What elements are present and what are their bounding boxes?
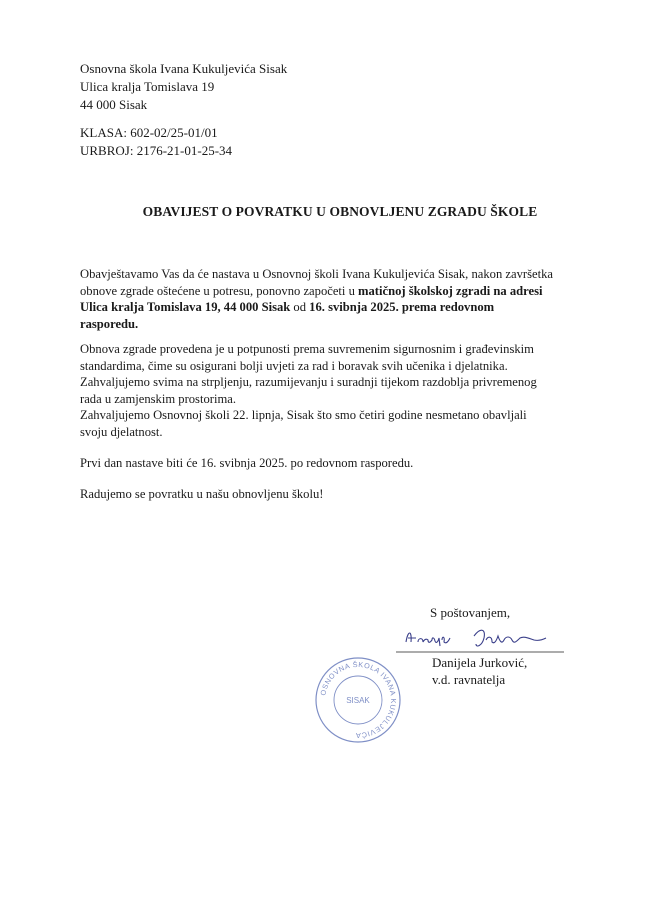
signatory [432, 654, 527, 688]
paragraph2-line1: Obnova zgrade provedena je u potpunosti prema suvremenim sigurnosnim i građevinskim [80, 342, 534, 356]
urbroj-number: URBROJ: 2176-21-01-25-34 [80, 143, 233, 158]
sender-address [80, 60, 287, 114]
paragraph1-line2 [80, 283, 610, 300]
paragraph1-line1: Obavještavamo Vas da će nastava u Osnovnoj školi Ivana Kukuljevića Sisak, nakon završetka [80, 267, 553, 281]
klasa-number: KLASA: 602-02/25-01/01 [80, 125, 218, 140]
document-title: OBAVIJEST O POVRATKU U OBNOVLJENU ZGRADU ŠKOLE [142, 204, 538, 219]
paragraph-announcement [80, 266, 610, 332]
paragraph2-line6: svoju djelatnost. [80, 424, 163, 439]
stamp-ring-textpath: OSNOVNA ŠKOLA IVANA KUKULJEVIĆA [318, 659, 399, 741]
stamp-center-text: SISAK [346, 696, 370, 705]
paragraph-renovation [80, 341, 610, 440]
paragraph2-line3: Zahvaljujemo svima na strpljenju, razumijevanju i suradnji tijekom razdoblja privremenog [80, 375, 537, 389]
paragraph-first-day: Prvi dan nastave biti će 16. svibnja 2025. po redovnom rasporedu. [80, 456, 414, 470]
paragraph2-line2: standardima, čime su osigurani bolji uvjeti za rad i boravak svih učenika i djelatnika. [80, 358, 508, 373]
signatory-role: v.d. ravnatelja [432, 672, 506, 687]
paragraph1-date: 16. svibnja 2025. prema redovnom [309, 300, 495, 314]
handwritten-signature [396, 618, 566, 658]
sender-street: Ulica kralja Tomislava 19 [80, 79, 215, 94]
paragraph2-line5: Zahvaljujemo Osnovnoj školi 22. lipnja, Sisak što smo četiri godine nesmetano obavljali [80, 408, 527, 422]
paragraph2-line4: rada u zamjenskim prostorima. [80, 391, 236, 406]
paragraph1-line3-text: od [290, 300, 310, 314]
paragraph1-line3 [80, 299, 610, 316]
paragraph1-line2-bold: matičnoj školskoj zgradi na adresi [358, 283, 543, 298]
paragraph1-address: Ulica kralja Tomislava 19, 44 000 Sisak [80, 300, 291, 314]
reference-numbers [80, 124, 232, 160]
signatory-name: Danijela Jurković, [432, 655, 528, 670]
closing-greeting: S poštovanjem, [430, 605, 511, 620]
paragraph1-line2-text: obnove zgrade oštećene u potresu, ponovno započeti u [80, 283, 359, 298]
sender-city: 44 000 Sisak [80, 97, 148, 112]
sender-school-name: Osnovna škola Ivana Kukuljevića Sisak [80, 61, 288, 76]
paragraph1-line4 [80, 316, 610, 333]
paragraph-closing-wish: Radujemo se povratku u našu obnovljenu školu! [80, 487, 324, 501]
signature-stroke [406, 633, 450, 646]
paragraph1-line4-bold: rasporedu. [80, 316, 139, 331]
signature-stroke-surname [474, 630, 546, 646]
official-school-stamp [314, 656, 402, 744]
